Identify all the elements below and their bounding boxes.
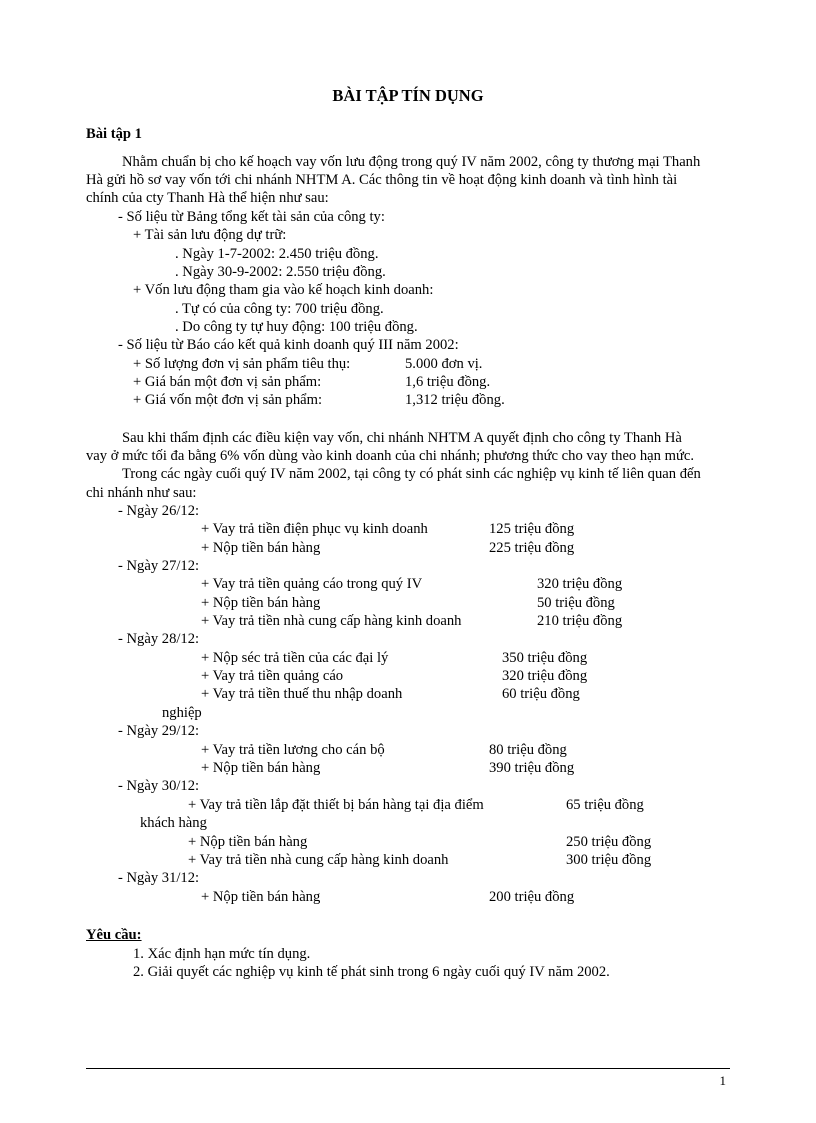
transaction-amount: 390 triệu đồng xyxy=(489,760,575,776)
capital-item: . Do công ty tự huy động: 100 triệu đồng. xyxy=(175,319,418,335)
requirements-heading: Yêu cầu: xyxy=(86,927,142,943)
transaction-amount: 320 triệu đồng xyxy=(537,576,623,592)
transaction-amount: 80 triệu đồng xyxy=(489,742,567,758)
page-number: 1 xyxy=(719,1073,726,1088)
transactions-intro-line: Trong các ngày cuối quý IV năm 2002, tại công ty có phát sinh các nghiệp vụ kinh tế liên quan đến xyxy=(122,466,701,482)
transaction-text: + Vay trả tiền điện phục vụ kinh doanh xyxy=(201,521,428,537)
reserve-item: . Ngày 30-9-2002: 2.550 triệu đồng. xyxy=(175,264,386,280)
results-heading: - Số liệu từ Báo cáo kết quả kinh doanh quý III năm 2002: xyxy=(118,337,459,353)
day-label: - Ngày 27/12: xyxy=(118,558,200,574)
transaction-amount: 210 triệu đồng xyxy=(537,613,623,629)
transaction-text: + Nộp tiền bán hàng xyxy=(201,889,321,905)
transaction-text: + Vay trả tiền quảng cáo trong quý IV xyxy=(201,576,423,592)
transaction-amount: 250 triệu đồng xyxy=(566,834,652,850)
intro-line: Hà gửi hồ sơ vay vốn tới chi nhánh NHTM A. Các thông tin về hoạt động kinh doanh và tình hình tài xyxy=(86,172,678,188)
requirement-item: 2. Giải quyết các nghiệp vụ kinh tế phát sinh trong 6 ngày cuối quý IV năm 2002. xyxy=(133,964,610,980)
capital-heading: + Vốn lưu động tham gia vào kế hoạch kinh doanh: xyxy=(133,282,434,298)
results-label: + Giá vốn một đơn vị sản phẩm: xyxy=(133,392,323,408)
transaction-amount: 125 triệu đồng xyxy=(489,521,575,537)
transaction-amount: 225 triệu đồng xyxy=(489,540,575,556)
transaction-amount: 320 triệu đồng xyxy=(502,668,588,684)
transaction-text: + Vay trả tiền lương cho cán bộ xyxy=(201,742,385,758)
day-label: - Ngày 31/12: xyxy=(118,870,200,886)
day-label: - Ngày 26/12: xyxy=(118,503,200,519)
transaction-amount: 60 triệu đồng xyxy=(502,686,580,702)
transaction-text: + Nộp tiền bán hàng xyxy=(201,760,321,776)
transactions-intro-line: chi nhánh như sau: xyxy=(86,485,197,501)
transaction-text: + Vay trả tiền thuế thu nhập doanh xyxy=(201,686,403,702)
balance-heading: - Số liệu từ Bảng tổng kết tài sản của công ty: xyxy=(118,209,385,225)
transaction-amount: 300 triệu đồng xyxy=(566,852,652,868)
intro-line: Nhằm chuẩn bị cho kế hoạch vay vốn lưu động trong quý IV năm 2002, công ty thương mại Thanh xyxy=(122,154,701,170)
document-title: BÀI TẬP TÍN DỤNG xyxy=(332,86,484,105)
transaction-text: + Vay trả tiền lắp đặt thiết bị bán hàng tại địa điểm xyxy=(188,797,484,813)
results-value: 1,312 triệu đồng. xyxy=(405,392,505,408)
footer-rule xyxy=(86,1068,730,1069)
results-label: + Giá bán một đơn vị sản phẩm: xyxy=(133,374,322,390)
reserve-item: . Ngày 1-7-2002: 2.450 triệu đồng. xyxy=(175,246,379,262)
day-label: - Ngày 28/12: xyxy=(118,631,200,647)
transaction-text: + Vay trả tiền nhà cung cấp hàng kinh doanh xyxy=(201,613,462,629)
results-value: 1,6 triệu đồng. xyxy=(405,374,491,390)
intro-line: chính của cty Thanh Hà thể hiện như sau: xyxy=(86,190,329,206)
transaction-text: + Nộp tiền bán hàng xyxy=(188,834,308,850)
transaction-text: + Nộp séc trả tiền của các đại lý xyxy=(201,650,389,666)
reserve-heading: + Tài sản lưu động dự trữ: xyxy=(133,227,287,243)
decision-line: vay ở mức tối đa bằng 6% vốn dùng vào kinh doanh của chi nhánh; phương thức cho vay theo hạn mức. xyxy=(86,448,694,464)
capital-item: . Tự có của công ty: 700 triệu đồng. xyxy=(175,301,384,317)
transaction-text: + Nộp tiền bán hàng xyxy=(201,595,321,611)
decision-line: Sau khi thẩm định các điều kiện vay vốn, chi nhánh NHTM A quyết định cho công ty Thanh Hà xyxy=(122,430,682,446)
results-value: 5.000 đơn vị. xyxy=(405,356,483,372)
results-label: + Số lượng đơn vị sản phẩm tiêu thụ: xyxy=(133,356,351,372)
transaction-continuation: nghiệp xyxy=(162,705,202,721)
exercise-heading: Bài tập 1 xyxy=(86,126,142,142)
transaction-text: + Vay trả tiền quảng cáo xyxy=(201,668,344,684)
day-label: - Ngày 30/12: xyxy=(118,778,200,794)
transaction-text: + Nộp tiền bán hàng xyxy=(201,540,321,556)
transaction-amount: 200 triệu đồng xyxy=(489,889,575,905)
transaction-amount: 65 triệu đồng xyxy=(566,797,644,813)
transaction-text: + Vay trả tiền nhà cung cấp hàng kinh doanh xyxy=(188,852,449,868)
transaction-amount: 350 triệu đồng xyxy=(502,650,588,666)
day-label: - Ngày 29/12: xyxy=(118,723,200,739)
requirement-item: 1. Xác định hạn mức tín dụng. xyxy=(133,946,311,962)
transaction-amount: 50 triệu đồng xyxy=(537,595,615,611)
transaction-continuation: khách hàng xyxy=(140,815,207,831)
